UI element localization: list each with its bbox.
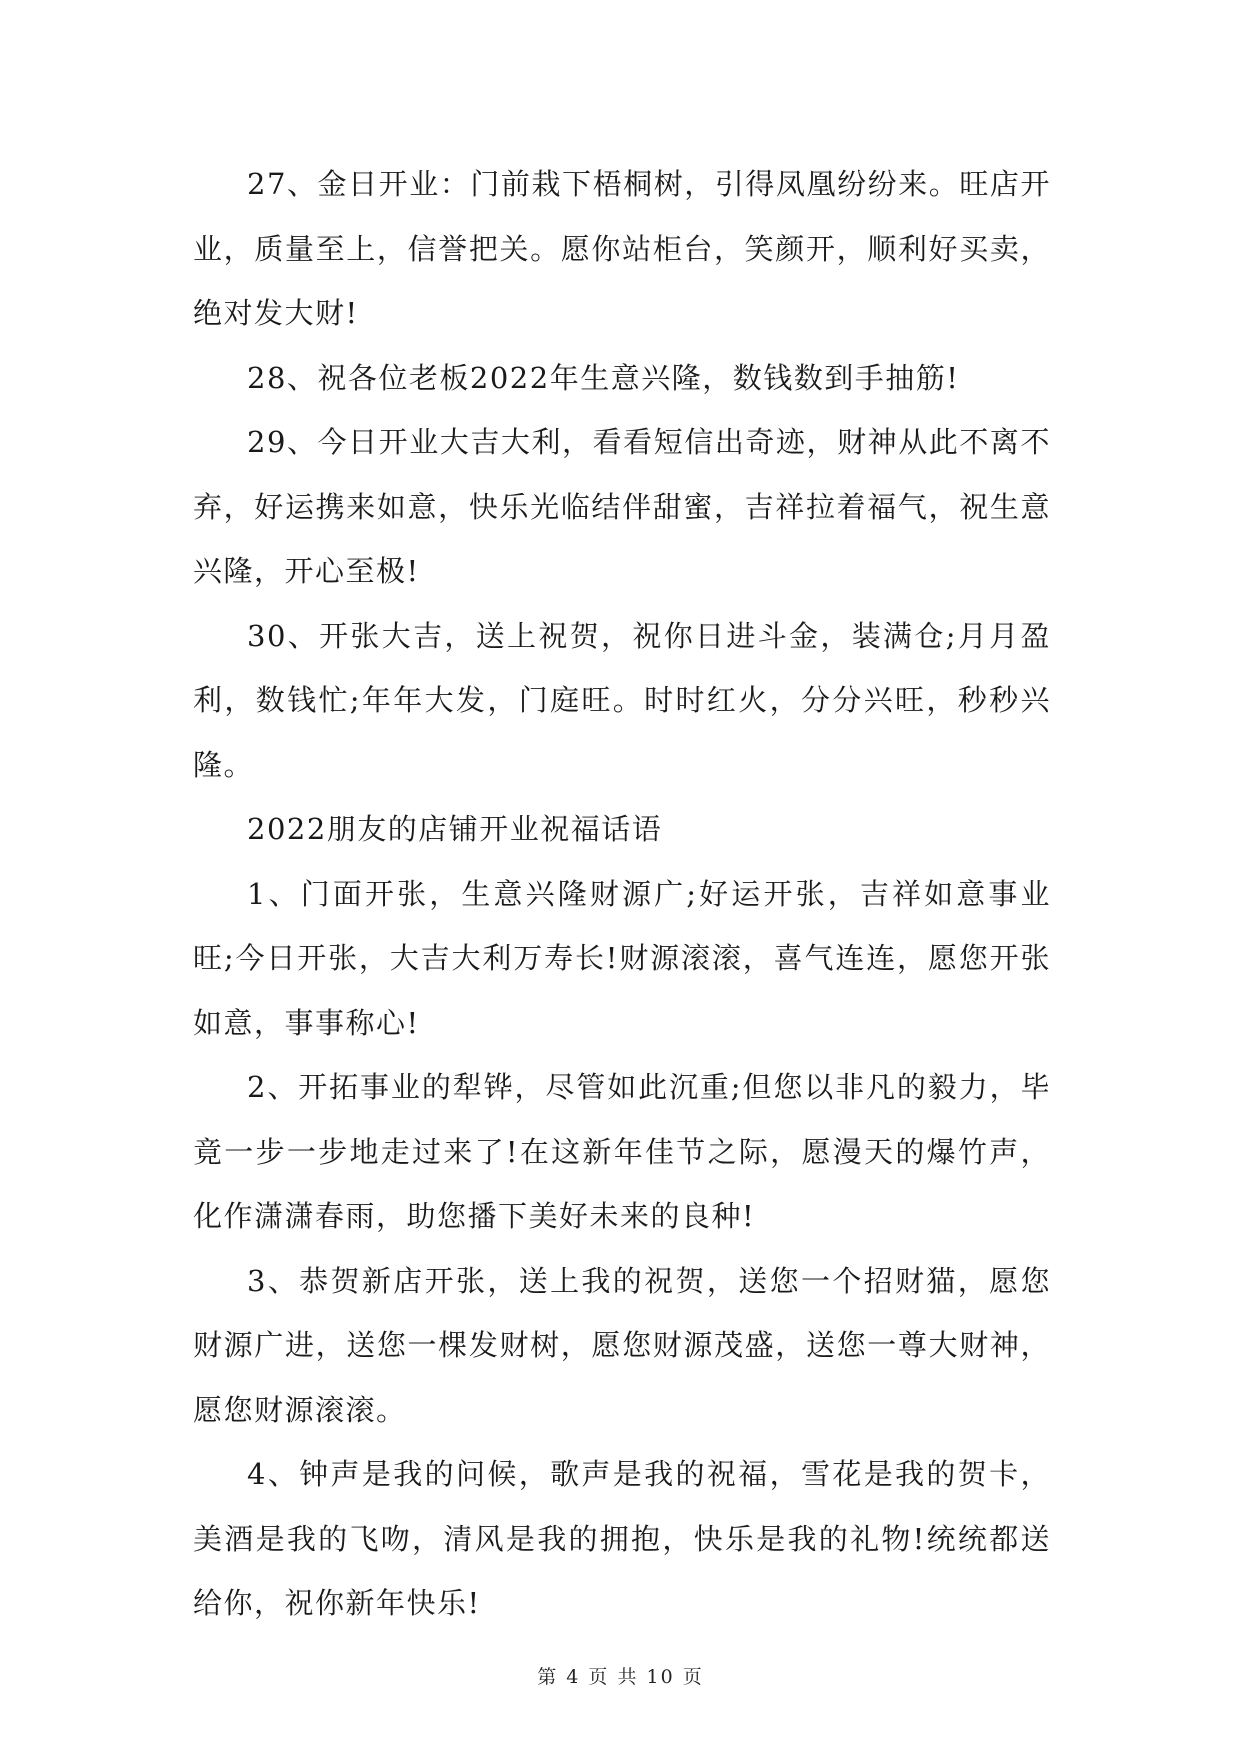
- paragraph-3: 3、恭贺新店开张，送上我的祝贺，送您一个招财猫，愿您财源广进，送您一棵发财树，愿您财源茂盛，送您一尊大财神，愿您财源滚滚。: [193, 1263, 1051, 1427]
- section-heading: 2022朋友的店铺开业祝福话语: [247, 812, 663, 846]
- paragraph-4: 4、钟声是我的问候，歌声是我的祝福，雪花是我的贺卡，美酒是我的飞吻，清风是我的拥抱，快乐是我的礼物!统统都送给你，祝你新年快乐!: [193, 1457, 1051, 1620]
- paragraph-2: 2、开拓事业的犁铧，尽管如此沉重;但您以非凡的毅力，毕竟一步一步地走过来了!在这新年佳节之际，愿漫天的爆竹声，化作潇潇春雨，助您播下美好未来的良种!: [193, 1070, 1051, 1233]
- paragraph-30: 30、开张大吉，送上祝贺，祝你日进斗金，装满仓;月月盈利，数钱忙;年年大发，门庭旺。时时红火，分分兴旺，秒秒兴隆。: [193, 618, 1051, 782]
- paragraph-27: 27、金日开业：门前栽下梧桐树，引得凤凰纷纷来。旺店开业，质量至上，信誉把关。愿你站柜台，笑颜开，顺利好买卖，绝对发大财!: [193, 167, 1051, 330]
- paragraph-28: 28、祝各位老板2022年生意兴隆，数钱数到手抽筋!: [247, 360, 960, 395]
- page-footer: 第 4 页 共 10 页: [537, 1666, 704, 1688]
- document-body: [193, 152, 1051, 1636]
- paragraph-29: 29、今日开业大吉大利，看看短信出奇迹，财神从此不离不弃，好运携来如意，快乐光临结伴甜蜜，吉祥拉着福气，祝生意兴隆，开心至极!: [193, 425, 1051, 588]
- paragraph-1: 1、门面开张，生意兴隆财源广;好运开张，吉祥如意事业旺;今日开张，大吉大利万寿长!财源滚滚，喜气连连，愿您开张如意，事事称心!: [193, 876, 1051, 1040]
